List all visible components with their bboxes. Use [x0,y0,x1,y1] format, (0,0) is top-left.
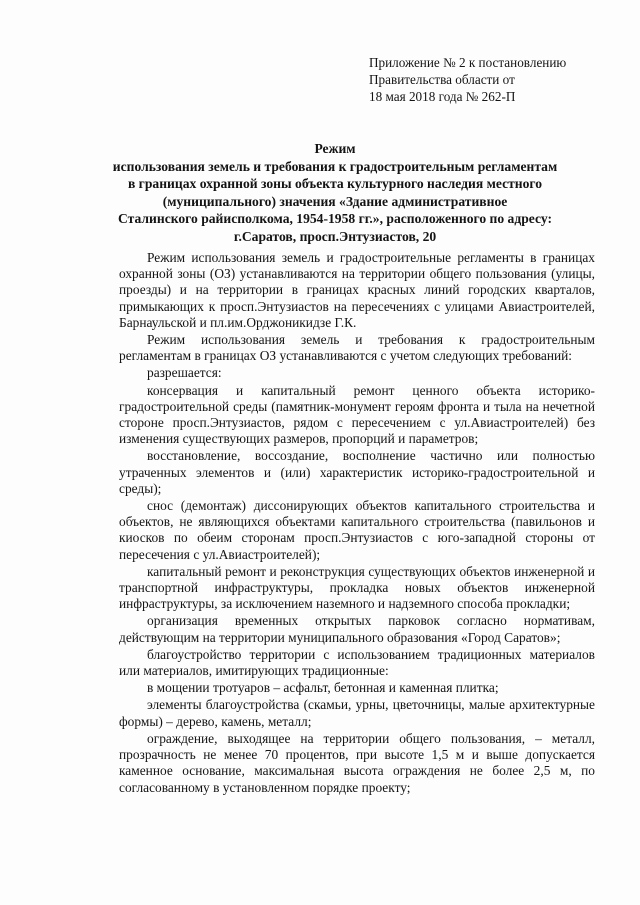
body-paragraph: восстановление, воссоздание, восполнение частично или полностью утраченных элементов и (или) характеристик историко-градостроительной и среды); [119,448,595,496]
heading-line: (муниципального) значения «Здание административное [162,193,508,209]
body-paragraph: ограждение, выходящее на территории общего пользования, – металл, прозрачность не менее 70 процентов, при высоте 1,5 м и выше допускается каменное основание, максимальная высота ограждения не более 2,5 м, по согласованному в установленном порядке проекту; [119,730,595,795]
body-paragraph: в мощении тротуаров – асфальт, бетонная и каменная плитка; [147,680,499,696]
body-paragraph: консервация и капитальный ремонт ценного объекта историко-градостроительной среды (памятник-монумент героям фронта и тыла на нечетной стороне просп.Энтузиастов, рядом с пересечением с ул.Авиастроителей) без изменения существующих размеров, пропорций и параметров; [119,382,595,447]
body-paragraph: Режим использования земель и требования к градостроительным регламентам в границах ОЗ устанавливаются с учетом следующих требований: [119,332,595,364]
body-paragraph: капитальный ремонт и реконструкция существующих объектов инженерной и транспортной инфраструктуры, прокладка новых объектов инженерной инфраструктуры, за исключением наземного и надземного способа прокладки; [119,563,595,612]
appendix-line: Правительства области от [369,72,515,87]
heading-line: Сталинского райисполкома, 1954-1958 гг.», расположенного по адресу: [118,211,552,227]
body-paragraph: снос (демонтаж) диссонирующих объектов капитального строительства и объектов, не являющихся объектами капитального строительства (павильонов и киосков по обеим сторонам просп.Энтузиастов с юго-западной стороны от пересечения с ул.Авиастроителей); [119,498,595,562]
body-paragraph: организация временных открытых парковок согласно нормативам, действующим на территории муниципального образования «Город Саратов»; [119,613,595,645]
body-paragraph: благоустройство территории с использованием традиционных материалов или материалов, имитирующих традиционные: [119,646,595,679]
appendix-line: 18 мая 2018 года № 262-П [369,89,516,104]
heading-line: г.Саратов, просп.Энтузиастов, 20 [233,228,437,244]
heading-line: в границах охранной зоны объекта культурного наследия местного [127,176,543,192]
appendix-note [369,54,629,105]
body-paragraph: разрешается: [147,365,222,381]
document-heading [70,140,600,246]
heading-line: использования земель и требования к градостроительным регламентам [112,158,558,174]
appendix-line: Приложение № 2 к постановлению [369,55,567,70]
body-paragraph: элементы благоустройства (скамьи, урны, цветочницы, малые архитектурные формы) – дерево, камень, металл; [119,697,595,729]
body-paragraph: Режим использования земель и градостроительные регламенты в границах охранной зоны (ОЗ) устанавливаются на территории общего пользования (улицы, проезды) и на территории в границах красных линий городских кварталов, примыкающих к просп.Энтузиастов на пересечениях с улицами Авиастроителей, Барнаульской и пл.им.Орджоникидзе Г.К. [119,250,595,330]
heading-title: Режим [314,141,356,156]
document-body [119,250,595,796]
